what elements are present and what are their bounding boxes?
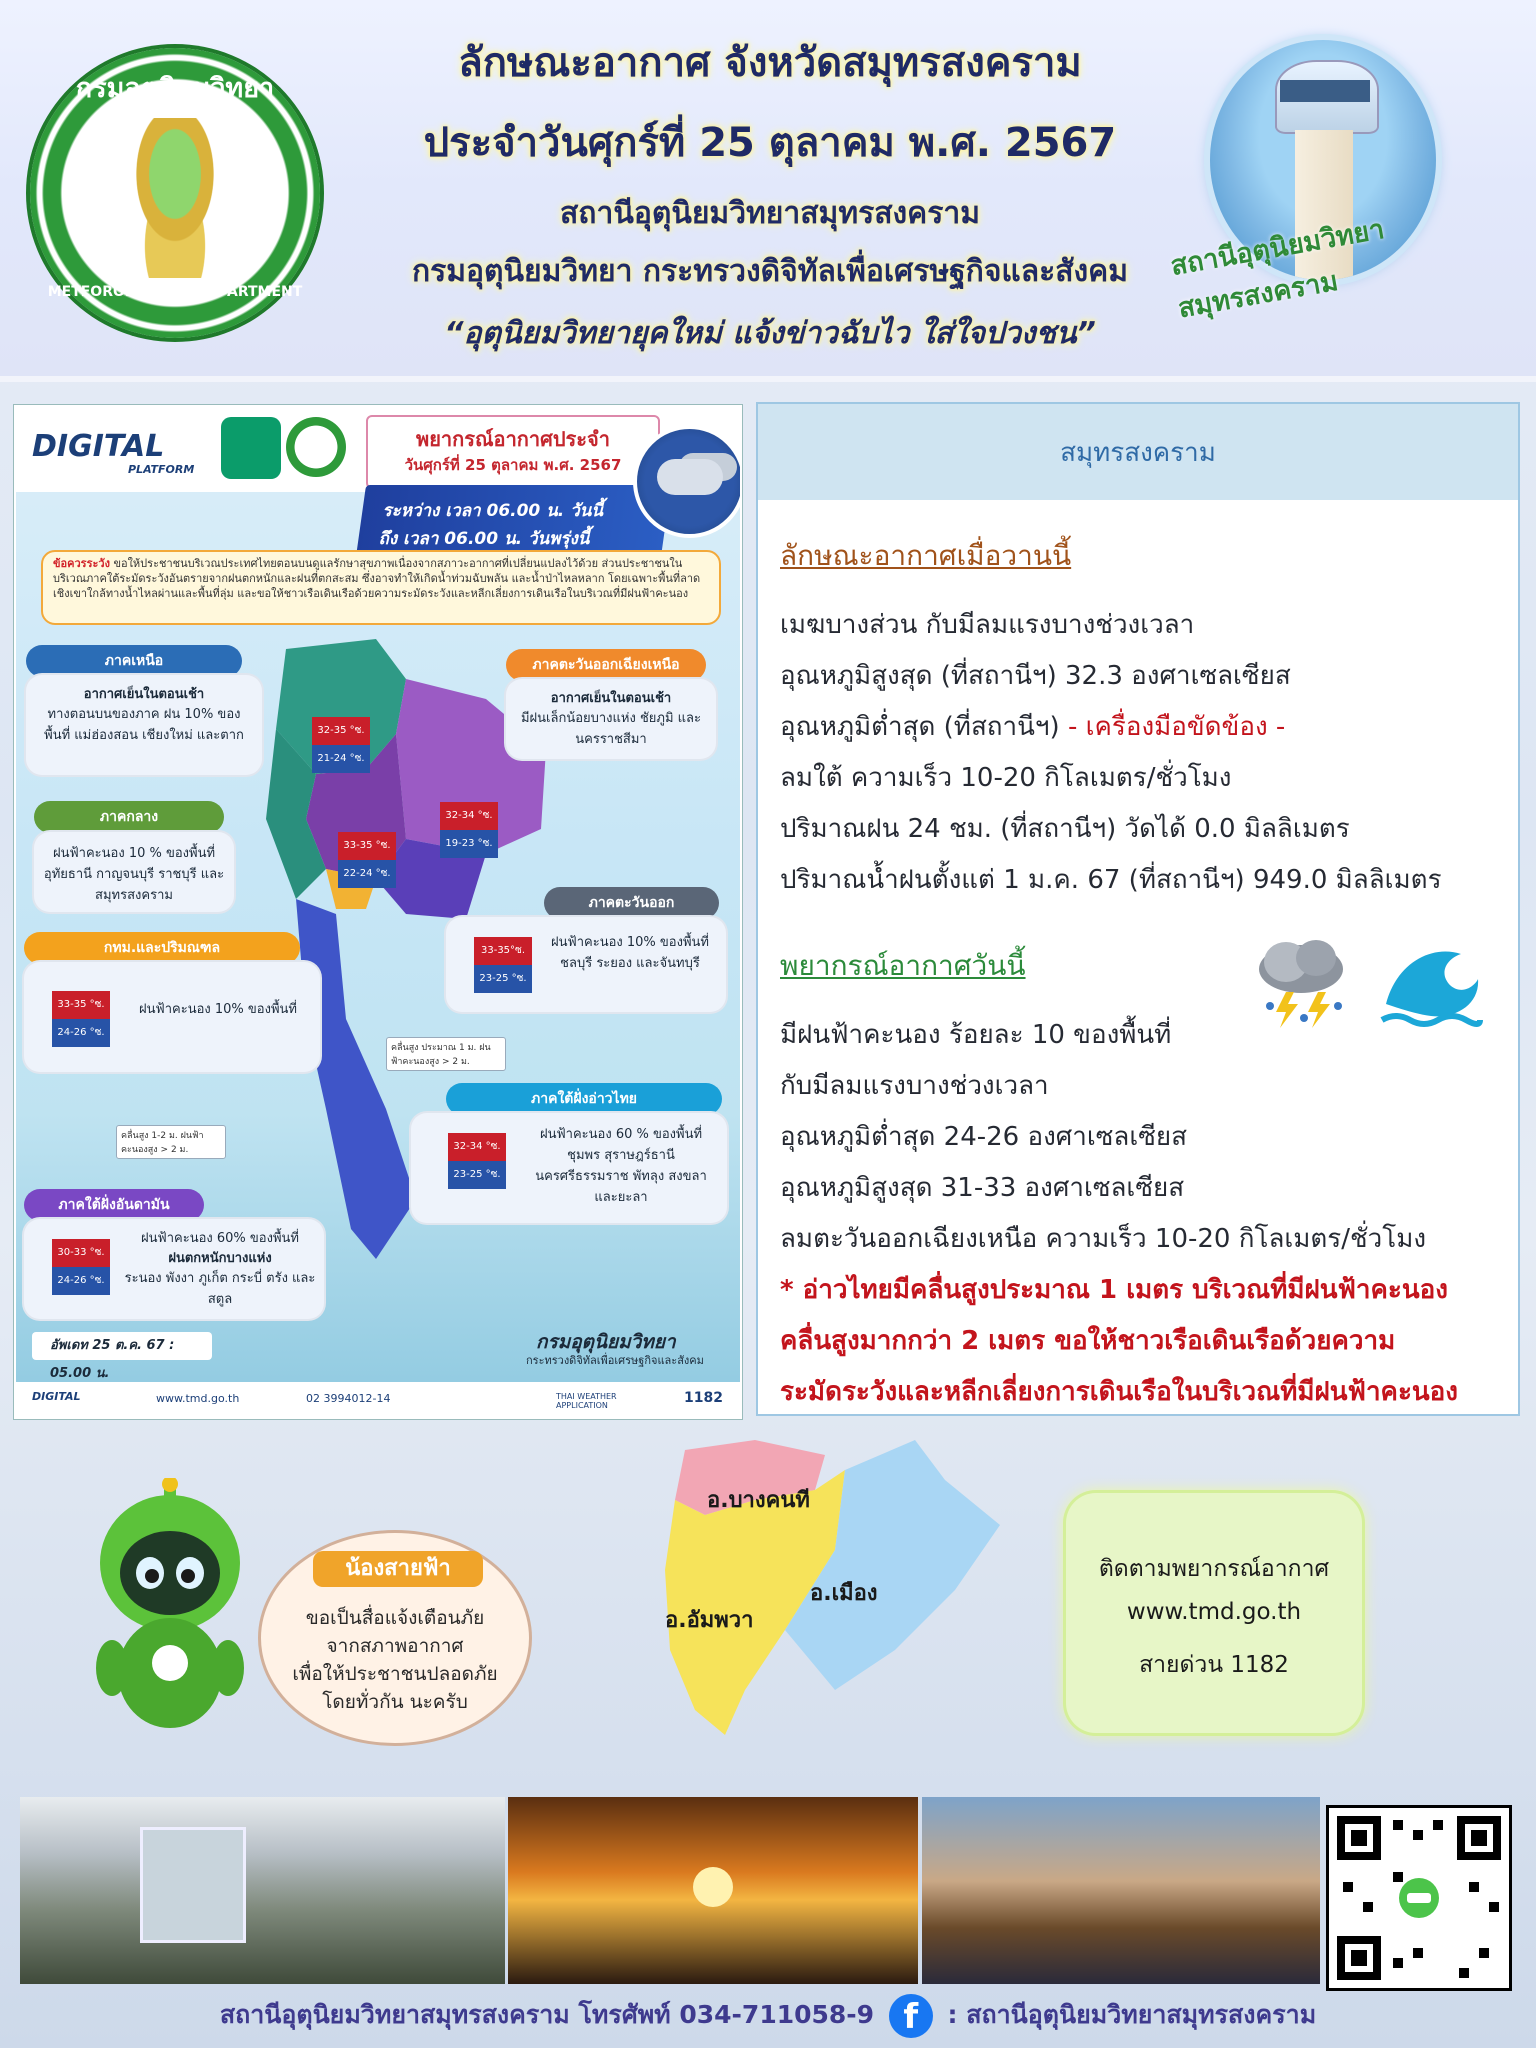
east-hi: 33-35°ซ. xyxy=(474,937,532,965)
north-hi: 32-35 °ซ. xyxy=(312,717,370,745)
south-gulf-text: ฝนฟ้าคะนอง 60 % ของพื้นที่ ชุมพร สุราษฎร์ธานี นครศรีธรรมราช พัทลุง สงขลา และยะลา xyxy=(535,1127,707,1205)
province-name: สมุทรสงคราม xyxy=(1060,438,1216,468)
facebook-icon[interactable]: f xyxy=(889,1994,933,2038)
header-banner xyxy=(0,0,1536,382)
yesterday-min-temp-label: อุณหภูมิต่ำสุด (ที่สถานีฯ) xyxy=(780,712,1068,742)
forecast-time-banner xyxy=(356,485,671,557)
ne-bold: อากาศเย็นในตอนเช้า xyxy=(550,691,672,706)
north-temp xyxy=(312,717,370,773)
east-lo: 23-25 °ซ. xyxy=(474,965,532,993)
contact-box xyxy=(1066,1493,1362,1733)
north-text: ทางตอนบนของภาค ฝน 10% ของพื้นที่ แม่ฮ่องสอน เชียงใหม่ และตาก xyxy=(44,707,244,743)
yesterday-wind: ลมใต้ ความเร็ว 10-20 กิโลเมตร/ชั่วโมง xyxy=(780,763,1232,793)
line-qr-code[interactable] xyxy=(1326,1805,1512,1991)
andaman-text3: ระนอง พังงา ภูเก็ต กระบี่ ตรัง และสตูล xyxy=(124,1271,316,1307)
slogan: “อุตุนิยมวิทยายุคใหม่ แจ้งข่าวฉับไว ใส่ใจปวงชน” xyxy=(444,316,1096,351)
yesterday-sky: เมฆบางส่วน กับมีลมแรงบางช่วงเวลา xyxy=(780,610,1195,640)
today-heading: พยากรณ์อากาศวันนี้ xyxy=(780,949,1026,982)
footer-bar xyxy=(0,1990,1536,2048)
ne-hi: 32-34 °ซ. xyxy=(440,802,498,830)
north-bold: อากาศเย็นในตอนเช้า xyxy=(83,687,205,702)
update-time: อัพเดท 25 ต.ค. 67 : 05.00 น. xyxy=(32,1332,212,1360)
bkk-temp xyxy=(52,991,110,1047)
footer-dp-logo: DIGITAL xyxy=(32,1390,81,1403)
contact-hotline: สายด่วน 1182 xyxy=(1139,1652,1289,1678)
sunset-beach-photo xyxy=(508,1797,918,1984)
north-lo: 21-24 °ซ. xyxy=(312,745,370,773)
central-hi: 33-35 °ซ. xyxy=(338,832,396,860)
rain-since-jan: ปริมาณน้ำฝนตั้งแต่ 1 ม.ค. 67 (ที่สถานีฯ) 949.0 มิลลิเมตร xyxy=(780,865,1442,895)
marine-warning-line2: คลื่นสูงมากกว่า 2 เมตร ขอให้ชาวเรือเดินเรือด้วยความ xyxy=(780,1326,1396,1356)
storm-icon xyxy=(633,425,742,538)
mascot-name: น้องสายฟ้า xyxy=(313,1551,483,1587)
today-rain: มีฝนฟ้าคะนอง ร้อยละ 10 ของพื้นที่ xyxy=(780,1020,1172,1050)
north-title: ภาคเหนือ xyxy=(26,645,242,677)
marine-warning-line3: ระมัดระวังและหลีกเลี่ยงการเดินเรือในบริเวณที่มีฝนฟ้าคะนอง xyxy=(780,1377,1458,1407)
mascot-speech-bubble xyxy=(258,1530,532,1746)
label-bangkhonthi: อ.บางคนที xyxy=(707,1488,810,1513)
tower-window xyxy=(1280,80,1370,102)
bkk-lo: 24-26 °ซ. xyxy=(52,1019,110,1047)
digital-platform-sub: PLATFORM xyxy=(128,463,195,476)
infographic-footer xyxy=(16,1382,740,1417)
footer-phone: 02 3994012-14 xyxy=(306,1392,391,1405)
ne-temp xyxy=(440,802,498,858)
forecast-banner-date: วันศุกร์ที่ 25 ตุลาคม พ.ศ. 2567 xyxy=(404,456,622,474)
bkk-hi: 33-35 °ซ. xyxy=(52,991,110,1019)
panel-header xyxy=(758,404,1518,500)
bubble-line2: จากสภาพอากาศ xyxy=(326,1635,464,1657)
ministry-signature: กระทรวงดิจิทัลเพื่อเศรษฐกิจและสังคม xyxy=(526,1354,704,1367)
andaman-wave-note: คลื่นสูง 1-2 ม. ฝนฟ้าคะนองสูง > 2 ม. xyxy=(116,1125,226,1159)
north-card xyxy=(26,675,262,775)
maeklong-market-photo xyxy=(20,1797,505,1984)
logo-bottom-text: METEOROLOGICAL DEPARTMENT xyxy=(47,284,303,300)
ne-card xyxy=(506,679,716,759)
andaman-title: ภาคใต้ฝั่งอันดามัน xyxy=(24,1189,204,1221)
andaman-temp xyxy=(52,1239,110,1295)
logo-top-text: กรมอุตุนิยมวิทยา xyxy=(75,73,275,104)
yesterday-max-temp: อุณหภูมิสูงสุด (ที่สถานีฯ) 32.3 องศาเซลเซียส xyxy=(780,661,1291,691)
today-wind-gust: กับมีลมแรงบางช่วงเวลา xyxy=(780,1071,1049,1101)
bubble-line1: ขอเป็นสื่อแจ้งเตือนภัย xyxy=(305,1607,485,1629)
east-title: ภาคตะวันออก xyxy=(544,887,719,919)
high-wave-icon xyxy=(1376,924,1486,1034)
south-gulf-temp xyxy=(448,1133,506,1189)
footer-station-phone: สถานีอุตุนิยมวิทยาสมุทรสงคราม โทรศัพท์ 034-711058-9 xyxy=(219,2000,875,2029)
label-amphawa: อ.อัมพวา xyxy=(665,1608,754,1633)
deity-emblem-icon xyxy=(115,118,235,278)
province-forecast-panel xyxy=(756,402,1520,1416)
instrument-fault-text: - เครื่องมือขัดข้อง - xyxy=(1067,712,1286,742)
district-map xyxy=(635,1430,1010,1750)
ne-text: มีฝนเล็กน้อยบางแห่ง ชัยภูมิ และนครราชสีมา xyxy=(520,711,702,747)
bkk-text: ฝนฟ้าคะนอง 10% ของพื้นที่ xyxy=(139,1002,297,1017)
caution-label: ข้อควรระวัง xyxy=(53,557,110,570)
tmd-mini-logo-icon xyxy=(286,417,346,477)
ne-lo: 19-23 °ซ. xyxy=(440,830,498,858)
gulf-wave-note: คลื่นสูง ประมาณ 1 ม. ฝนฟ้าคะนองสูง > 2 ม. xyxy=(386,1037,506,1071)
caution-box xyxy=(41,550,721,625)
station-name: สถานีอุตุนิยมวิทยาสมุทรสงคราม xyxy=(560,196,980,231)
floating-market-photo xyxy=(922,1797,1320,1984)
cloud-icon xyxy=(657,459,723,495)
digital-platform-logo: DIGITAL xyxy=(32,429,165,464)
ministry-logo-icon xyxy=(221,417,281,479)
tmd-signature: กรมอุตุนิยมวิทยา xyxy=(536,1331,676,1353)
bkk-title: กทม.และปริมณฑล xyxy=(24,932,300,964)
south-gulf-lo: 23-25 °ซ. xyxy=(448,1161,506,1189)
yesterday-heading: ลักษณะอากาศเมื่อวานนี้ xyxy=(780,539,1072,572)
central-lo: 22-24 °ซ. xyxy=(338,860,396,888)
south-gulf-title: ภาคใต้ฝั่งอ่าวไทย xyxy=(446,1083,722,1115)
bubble-line4: โดยทั่วกัน นะครับ xyxy=(322,1691,468,1713)
page-title: ลักษณะอากาศ จังหวัดสมุทรสงคราม xyxy=(458,40,1082,86)
today-wind: ลมตะวันออกเฉียงเหนือ ความเร็ว 10-20 กิโลเมตร/ชั่วโมง xyxy=(780,1224,1427,1254)
bubble-line3: เพื่อให้ประชาชนปลอดภัย xyxy=(292,1663,498,1685)
page-date: ประจำวันศุกร์ที่ 25 ตุลาคม พ.ศ. 2567 xyxy=(423,120,1117,166)
andaman-text2: ฝนตกหนักบางแห่ง xyxy=(168,1251,272,1266)
forecast-infographic xyxy=(14,405,742,1419)
footer-hotline: 1182 xyxy=(684,1390,723,1406)
sun-shape xyxy=(693,1867,733,1907)
station-logo-text: สถานีอุตุนิยมวิทยาสมุทรสงคราม xyxy=(1168,213,1387,325)
south-region xyxy=(296,899,416,1259)
thunderstorm-icon xyxy=(1246,924,1356,1034)
footer-app: THAI WEATHER APPLICATION xyxy=(556,1392,617,1410)
central-card xyxy=(34,832,234,912)
forecast-banner xyxy=(366,415,660,489)
train-shape xyxy=(140,1827,246,1943)
today-min-temp: อุณหภูมิต่ำสุด 24-26 องศาเซลเซียส xyxy=(780,1122,1187,1152)
forecast-banner-title: พยากรณ์อากาศประจำ xyxy=(416,427,610,451)
yesterday-rain-24h: ปริมาณฝน 24 ชม. (ที่สถานีฯ) วัดได้ 0.0 มิลลิเมตร xyxy=(780,814,1350,844)
contact-website[interactable]: www.tmd.go.th xyxy=(1126,1599,1302,1625)
footer-url[interactable]: www.tmd.go.th xyxy=(156,1392,240,1405)
forecast-time-to: ถึง เวลา 06.00 น. วันพรุ่งนี้ xyxy=(378,529,590,549)
central-title: ภาคกลาง xyxy=(34,801,224,833)
tmd-logo xyxy=(30,48,320,338)
caution-text: ขอให้ประชาชนบริเวณประเทศไทยตอนบนดูแลรักษาสุขภาพเนื่องจากสภาวะอากาศที่เปลี่ยนแปลงไว้ด้วย ส่วนประชาชนในบริเวณภาคใต้ระมัดระวังอันตรายจากฝนตกหนักและฝนที่ตกสะสม ซึ่งอาจทำให้เกิดน้ำท่วมฉับพลัน และน้ำป่าไหลหลาก โดยเฉพาะพื้นที่ลาดเชิงเขาใกล้ทางน้ำไหลผ่านและพื้นที่ลุ่ม และขอให้ชาวเรือเดินเรือด้วยความระมัดระวังและหลีกเลี่ยงการเดินเรือในบริเวณที่มีฝนฟ้าคะนอง xyxy=(53,557,701,600)
ne-title: ภาคตะวันออกเฉียงเหนือ xyxy=(506,649,706,681)
andaman-text1: ฝนฟ้าคะนอง 60% ของพื้นที่ xyxy=(141,1231,299,1246)
yesterday-min-temp xyxy=(780,706,1285,747)
contact-follow: ติดตามพยากรณ์อากาศ xyxy=(1098,1556,1330,1582)
marine-warning-line1: * อ่าวไทยมีคลื่นสูงประมาณ 1 เมตร บริเวณที่มีฝนฟ้าคะนอง xyxy=(780,1275,1448,1305)
department-name: กรมอุตุนิยมวิทยา กระทรวงดิจิทัลเพื่อเศรษฐกิจและสังคม xyxy=(411,254,1129,289)
central-text: ฝนฟ้าคะนอง 10 % ของพื้นที่ อุทัยธานี กาญจนบุรี ราชบุรี และสมุทรสงคราม xyxy=(43,846,225,903)
footer-facebook-page[interactable]: : สถานีอุตุนิยมวิทยาสมุทรสงคราม xyxy=(947,2000,1317,2029)
label-mueang: อ.เมือง xyxy=(810,1581,878,1606)
today-max-temp: อุณหภูมิสูงสุด 31-33 องศาเซลเซียส xyxy=(780,1173,1185,1203)
east-temp xyxy=(474,937,532,993)
mascot-robot xyxy=(70,1478,270,1738)
andaman-lo: 24-26 °ซ. xyxy=(52,1267,110,1295)
east-text: ฝนฟ้าคะนอง 10% ของพื้นที่ ชลบุรี ระยอง และจันทบุรี xyxy=(551,935,709,971)
south-gulf-hi: 32-34 °ซ. xyxy=(448,1133,506,1161)
andaman-hi: 30-33 °ซ. xyxy=(52,1239,110,1267)
central-temp xyxy=(338,832,396,888)
forecast-time-from: ระหว่าง เวลา 06.00 น. วันนี้ xyxy=(382,501,603,521)
